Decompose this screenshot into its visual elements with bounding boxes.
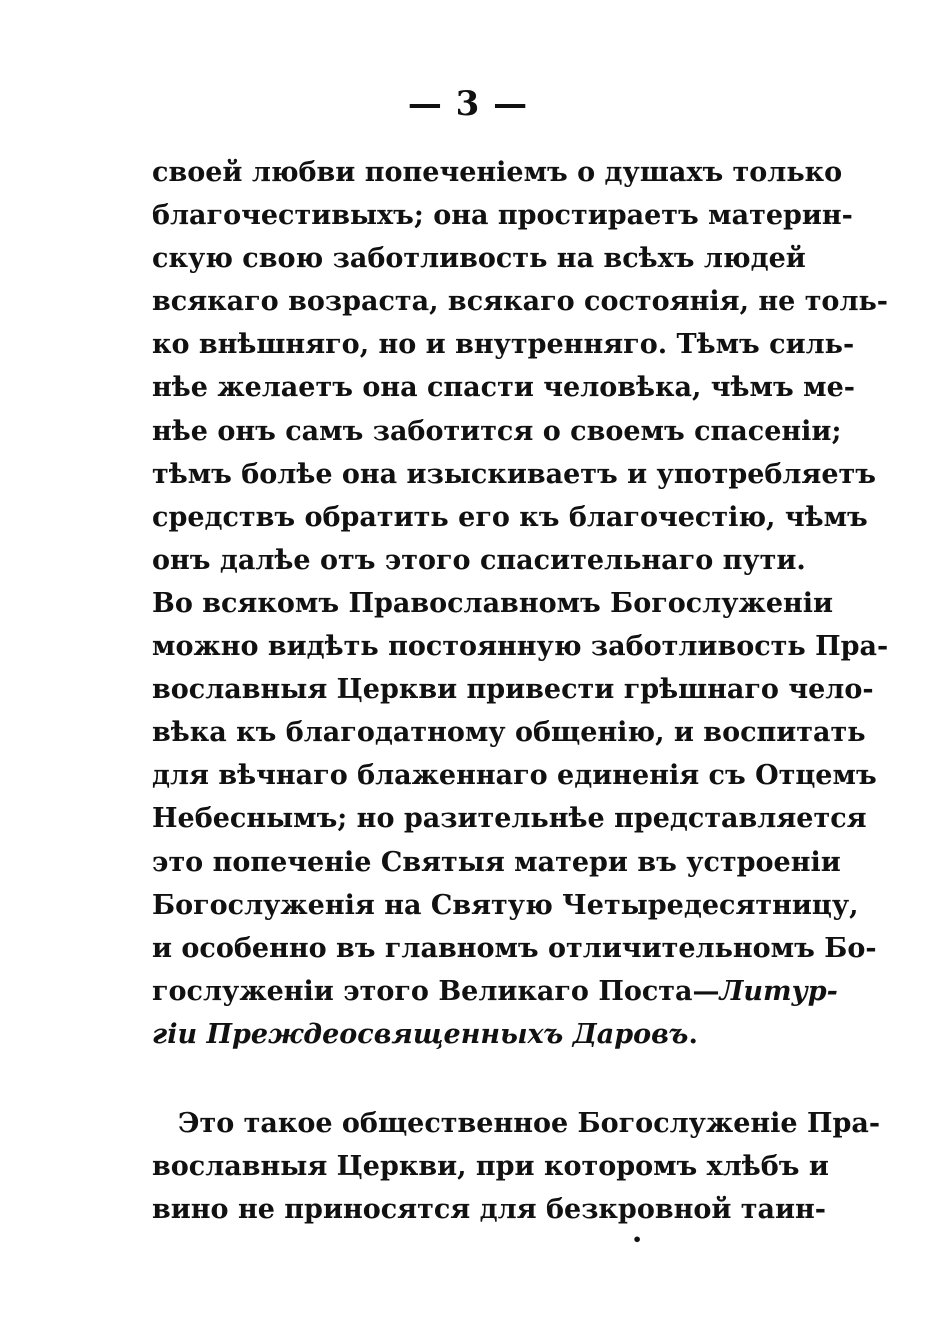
text-line: вославныя Церкви, при которомъ хлѣбъ и: [152, 1151, 829, 1183]
text-line: всякаго возраста, всякаго состоянія, не толь-: [152, 286, 889, 318]
text-line: скую свою заботливость на всѣхъ людей: [152, 243, 806, 275]
text-line: средствъ обратить его къ благочестію, чѣмъ: [152, 501, 868, 533]
text-line: Богослуженія на Святую Четыредесятницу,: [152, 889, 859, 921]
text-line: можно видѣть постоянную заботливость Пра-: [152, 631, 889, 663]
text-line: Во всякомъ Православномъ Богослуженіи: [152, 587, 834, 619]
paragraph-2: [152, 1102, 881, 1231]
text-line: это попеченіе Святыя матери въ устроеніи: [152, 846, 841, 878]
text-line: для вѣчнаго блаженнаго единенія съ Отцемъ: [152, 760, 877, 792]
text-line: и особенно въ главномъ отличительномъ Бо-: [152, 932, 877, 964]
text-line: нѣе онъ самъ заботится о своемъ спасеніи;: [152, 415, 842, 447]
italic-text-run: Литур-: [719, 975, 838, 1007]
text-line: своей любви попеченіемъ о душахъ только: [152, 157, 843, 188]
text-line: онъ далѣе отъ этого спасительнаго пути.: [152, 544, 806, 576]
text-line: Это такое общественное Богослуженіе Пра-: [178, 1108, 881, 1139]
text-line: нѣе желаетъ она спасти человѣка, чѣмъ ме-: [152, 372, 855, 404]
text-line: вославныя Церкви привести грѣшнаго чело-: [152, 674, 874, 706]
text-run: .: [688, 1018, 698, 1050]
text-line: [152, 1013, 786, 1056]
paragraph-1: [152, 151, 889, 1056]
italic-text-run: гіи Преждеосвященныхъ Даровъ: [152, 1018, 689, 1050]
text-line: вѣка къ благодатному общенію, и воспитать: [152, 717, 866, 749]
text-line: [152, 970, 838, 1013]
text-run: гослуженіи этого Великаго Поста—: [152, 975, 720, 1007]
text-line: Небеснымъ; но разительнѣе представляется: [152, 803, 867, 835]
page-number: — 3 —: [407, 84, 529, 124]
text-line: вино не приносятся для безкровной таин-: [152, 1194, 826, 1226]
text-line: тѣмъ болѣе она изыскиваетъ и употребляетъ: [152, 458, 877, 490]
ink-speck: •: [632, 1230, 643, 1249]
text-line: ко внѣшняго, но и внутренняго. Тѣмъ силь-: [152, 329, 855, 361]
text-line: благочестивыхъ; она простираетъ материн-: [152, 200, 853, 232]
